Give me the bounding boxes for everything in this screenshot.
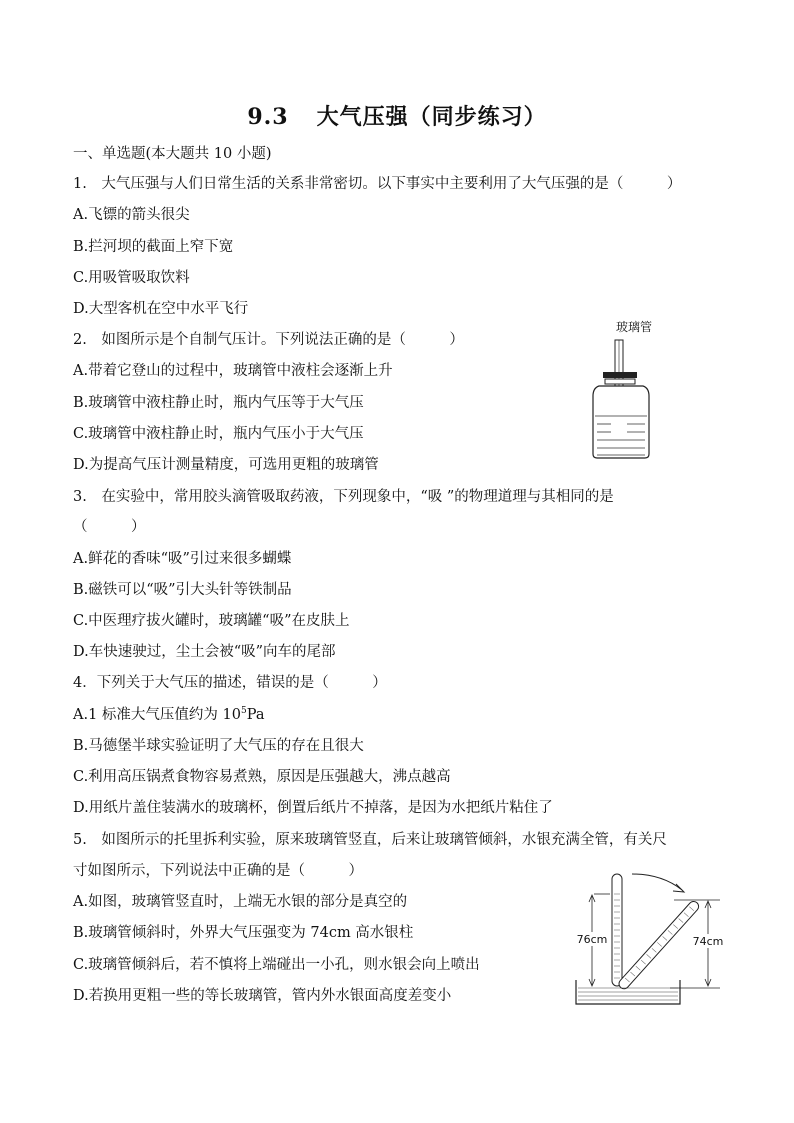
question-5-option-c: C.玻璃管倾斜后，若不慎将上端碰出一小孔，则水银会向上喷出 [73,957,480,973]
question-2-option-d: D.为提高气压计测量精度，可选用更粗的玻璃管 [73,457,379,473]
question-1-option-a: A.飞镖的箭头很尖 [73,207,190,223]
question-3-option-b: B.磁铁可以“吸”引大头针等铁制品 [73,582,292,598]
question-1-stem: 1. 大气压强与人们日常生活的关系非常密切。以下事实中主要利用了大气压强的是（ ） [73,176,682,192]
question-4-option-c: C.利用高压锅煮食物容易煮熟，原因是压强越大，沸点越高 [73,769,451,785]
question-3-option-c: C.中医理疗拔火罐时，玻璃罐“吸”在皮肤上 [73,613,350,629]
option-a-unit: Pa [246,707,265,723]
question-3-stem-line2: （ ） [73,519,146,535]
question-2-option-c: C.玻璃管中液柱静止时，瓶内气压小于大气压 [73,426,364,442]
question-5-option-a: A.如图，玻璃管竖直时，上端无水银的部分是真空的 [73,894,408,910]
left-height-label: 76cm [576,933,608,946]
question-1-option-c: C.用吸管吸取饮料 [73,270,190,286]
question-3-option-d: D.车快速驶过，尘土会被“吸”向车的尾部 [73,644,336,660]
torricelli-figure [570,866,730,1011]
barometer-figure [585,316,675,461]
question-3-option-a: A.鲜花的香味“吸”引过来很多蝴蝶 [73,551,292,567]
option-a-prefix: A.1 标准大气压值约为 10 [73,707,241,723]
option-a-exponent: 5 [240,706,247,717]
question-1-option-d: D.大型客机在空中水平飞行 [73,301,249,317]
question-3-stem-line1: 3. 在实验中，常用胶头滴管吸取药液，下列现象中，“吸 ”的物理道理与其相同的是 [73,489,614,505]
page-title [0,100,794,131]
question-2-option-b: B.玻璃管中液柱静止时，瓶内气压等于大气压 [73,395,364,411]
rotation-arrow [632,874,682,890]
question-2-stem: 2. 如图所示是个自制气压计。下列说法正确的是（ ） [73,332,464,348]
title-number: 9.3 [247,104,289,130]
question-4-option-b: B.马德堡半球实验证明了大气压的存在且很大 [73,738,364,754]
question-2-option-a: A.带着它登山的过程中，玻璃管中液柱会逐渐上升 [73,363,393,379]
glass-tube-label: 玻璃管 [615,320,653,334]
question-5-stem-line1: 5. 如图所示的托里拆利实验，原来玻璃管竖直，后来让玻璃管倾斜，水银充满全管，有关尺 [73,832,667,848]
question-5-option-d: D.若换用更粗一些的等长玻璃管，管内外水银面高度差变小 [73,988,452,1004]
question-1-option-b: B.拦河坝的截面上窄下宽 [73,239,234,255]
section-heading: 一、单选题(本大题共 10 小题) [73,146,272,162]
question-5-option-b: B.玻璃管倾斜时，外界大气压强变为 74cm 高水银柱 [73,925,414,941]
question-4-option-d: D.用纸片盖住装满水的玻璃杯，倒置后纸片不掉落，是因为水把纸片粘住了 [73,800,553,816]
tilted-tube [617,899,701,990]
right-height-label: 74cm [692,935,724,948]
question-4-option-a [73,705,264,725]
title-text: 大气压强（同步练习） [316,104,547,130]
question-5-stem-line2: 寸如图所示，下列说法中正确的是（ ） [73,863,363,879]
question-4-stem: 4．下列关于大气压的描述，错误的是（ ） [73,675,387,691]
trough-mercury [578,988,678,1000]
